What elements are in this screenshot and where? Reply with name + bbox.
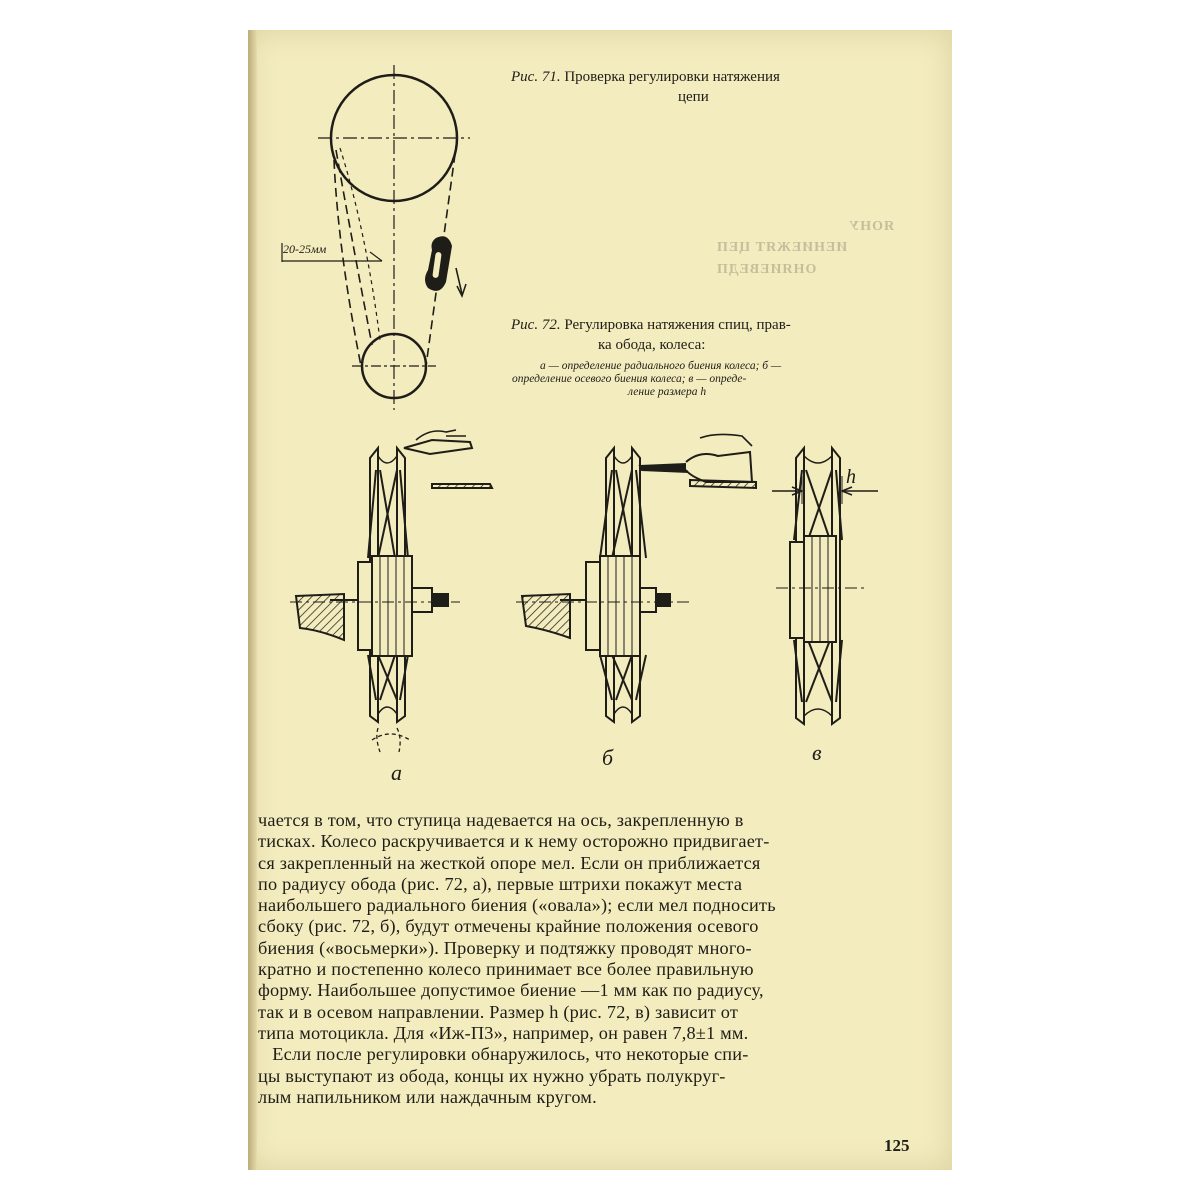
body-line: типа мотоцикла. Для «Иж-П3», например, он равен 7,8±1 мм. [258, 1022, 749, 1043]
body-line: наибольшего радиального биения («овала»); если мел подносить [258, 895, 776, 916]
fig71-caption-label: Рис. 71. [511, 69, 561, 85]
fig72-legend-line1: а — определение радиального биения колеса; б — [540, 360, 782, 372]
fig71-caption-text: Проверка регулировки натяжения [564, 69, 780, 85]
page-number: 125 [884, 1136, 910, 1155]
fig71-caption-line2: цепи [678, 89, 709, 105]
body-line: так и в осевом направлении. Размер h (рис. 72, в) зависит от [258, 1001, 739, 1022]
wheel-c [772, 448, 878, 724]
body-line: лым напильником или наждачным кругом. [258, 1086, 597, 1107]
fig71-dimension-label: 20-25мм [283, 242, 327, 256]
body-line: форму. Наибольшее допустимое биение —1 мм как по радиусу, [258, 980, 764, 1001]
fig72-panel-label-c: в [812, 740, 822, 765]
fig72-legend-line3: ление размера h [628, 386, 707, 398]
body-line: сбоку (рис. 72, б), будут отмечены крайние положения осевого [258, 916, 759, 937]
wheel-a [290, 430, 492, 752]
body-line: биения («восьмерки»). Проверку и подтяжку проводят много- [258, 937, 752, 958]
fig72-panel-label-a: а [391, 760, 402, 785]
fig72-legend-line2: определение осевого биения колеса; в — опреде- [512, 373, 747, 385]
body-line: чается в том, что ступица надевается на ось, закрепленную в [258, 810, 744, 830]
body-text [258, 810, 918, 1108]
body-line: цы выступают из обода, концы их нужно убрать полукруг- [258, 1065, 726, 1086]
fig72-caption-line2: ка обода, колеса: [598, 337, 706, 353]
fig72-dimension-h: h [846, 466, 856, 488]
fig72-caption-text: Регулировка натяжения спиц, прав- [564, 317, 791, 333]
body-line: ся закрепленный на жесткой опоре мел. Если он приближается [258, 852, 761, 873]
body-line: тисках. Колесо раскручивается и к нему осторожно придвигает- [258, 831, 770, 852]
fig72-caption-label: Рис. 72. [511, 317, 561, 333]
body-line: Если после регулировки обнаружилось, что некоторые спи- [258, 1044, 749, 1065]
bleed-through-line3: ОНЯИЕВЕДП [716, 262, 817, 277]
wheel-b [516, 434, 756, 722]
bleed-through-line2: ИЕНИЕЖЯТ ЦЕП [716, 240, 848, 255]
body-line: по радиусу обода (рис. 72, а), первые штрихи покажут места [258, 873, 743, 894]
fig72-panel-label-b: б [602, 745, 614, 770]
bleed-through-line1: ЯОНУ [848, 219, 895, 234]
body-line: кратно и постепенно колесо принимает все более правильную [258, 959, 754, 980]
